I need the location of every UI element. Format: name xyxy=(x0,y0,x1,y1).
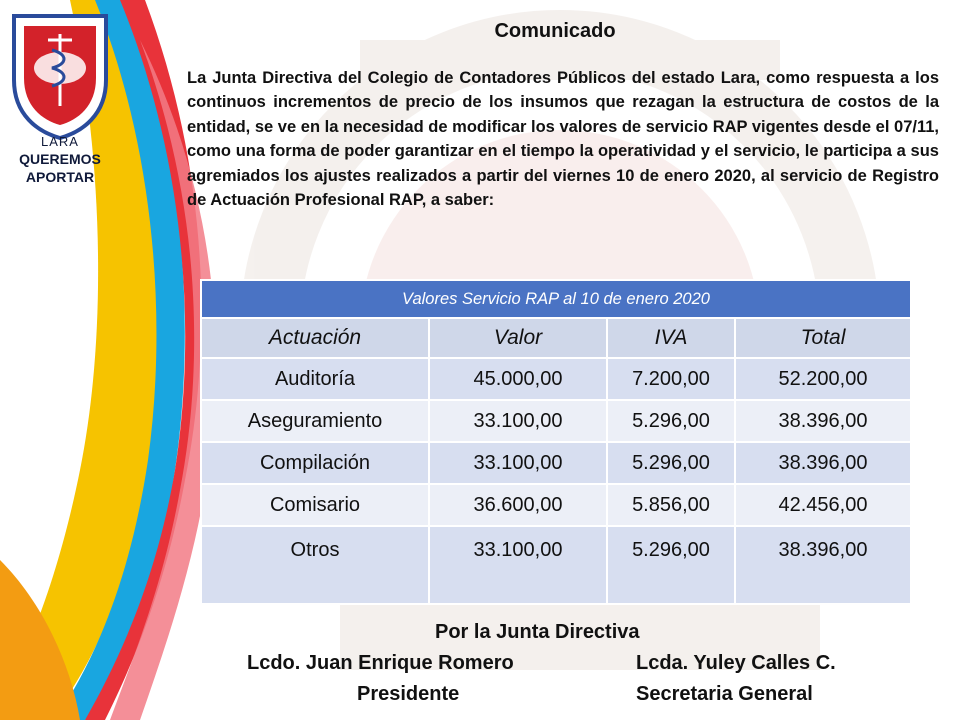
table-row xyxy=(201,442,911,484)
president-name: Lcdo. Juan Enrique Romero xyxy=(247,652,514,674)
announcement-paragraph: La Junta Directiva del Colegio de Contadores Públicos del estado Lara, como respuesta a los continuos incrementos de precio de los insumos que rezagan la estructura de costos de la entidad, se ve en la necesidad de modificar los valores de servicio RAP vigentes desde el 07/11, como una forma de poder garantizar en el tiempo la operatividad y el servicio, le participa a sus agremiados los ajustes realizados a partir del viernes 10 de enero 2020, al servicio de Registro de Actuación Profesional RAP, a saber: xyxy=(187,69,939,210)
cell-actuacion: Compilación xyxy=(201,442,429,484)
slogan-line-2: APORTAR xyxy=(25,169,95,185)
table-row xyxy=(201,484,911,526)
cell-total: 38.396,00 xyxy=(735,526,911,604)
cell-iva: 5.296,00 xyxy=(607,442,735,484)
cell-iva: 5.296,00 xyxy=(607,526,735,604)
cell-actuacion: Aseguramiento xyxy=(201,400,429,442)
table-row xyxy=(201,358,911,400)
cell-actuacion: Auditoría xyxy=(201,358,429,400)
cell-valor: 36.600,00 xyxy=(429,484,607,526)
logo-state-label: LARA xyxy=(41,134,79,149)
header-total: Total xyxy=(735,318,911,358)
secretary-name: Lcda. Yuley Calles C. xyxy=(636,652,836,674)
header-valor: Valor xyxy=(429,318,607,358)
cell-actuacion: Comisario xyxy=(201,484,429,526)
secretary-role: Secretaria General xyxy=(636,683,813,705)
header-actuacion: Actuación xyxy=(201,318,429,358)
college-seal-icon xyxy=(8,10,112,140)
table-header-row xyxy=(201,318,911,358)
cell-actuacion: Otros xyxy=(201,526,429,604)
table-caption: Valores Servicio RAP al 10 de enero 2020 xyxy=(201,280,911,318)
slogan-line-1: QUEREMOS xyxy=(19,151,101,167)
cell-total: 42.456,00 xyxy=(735,484,911,526)
cell-valor: 33.100,00 xyxy=(429,526,607,604)
table-row xyxy=(201,400,911,442)
rap-values-table xyxy=(200,279,912,605)
cell-valor: 33.100,00 xyxy=(429,400,607,442)
table-row xyxy=(201,526,911,604)
cell-iva: 5.856,00 xyxy=(607,484,735,526)
cell-iva: 7.200,00 xyxy=(607,358,735,400)
logo-slogan xyxy=(8,150,112,186)
cell-iva: 5.296,00 xyxy=(607,400,735,442)
signature-heading: Por la Junta Directiva xyxy=(435,621,640,643)
cell-valor: 45.000,00 xyxy=(429,358,607,400)
cell-total: 38.396,00 xyxy=(735,442,911,484)
president-role: Presidente xyxy=(357,683,460,705)
cell-total: 52.200,00 xyxy=(735,358,911,400)
page-title: Comunicado xyxy=(494,20,616,42)
cell-valor: 33.100,00 xyxy=(429,442,607,484)
header-iva: IVA xyxy=(607,318,735,358)
cell-total: 38.396,00 xyxy=(735,400,911,442)
